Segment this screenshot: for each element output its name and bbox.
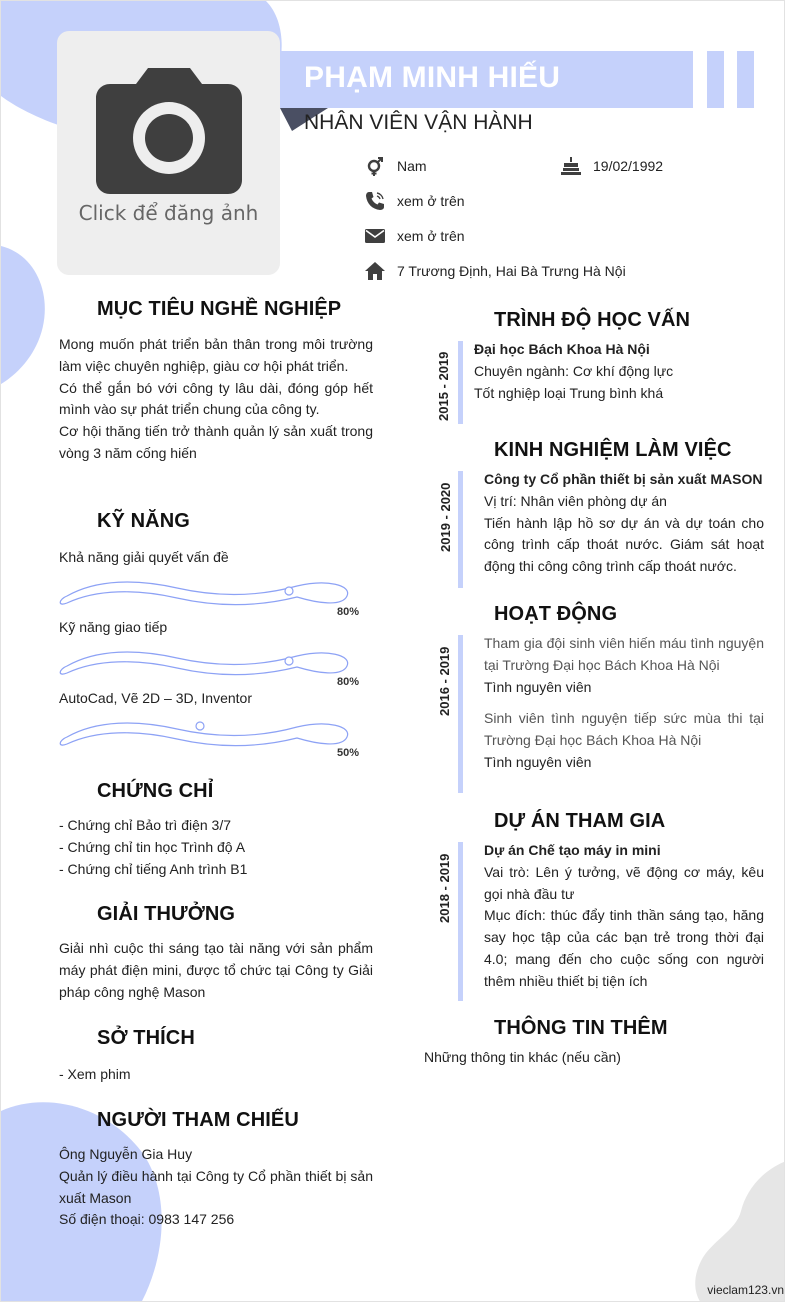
hobbies-heading: SỞ THÍCH xyxy=(97,1027,195,1049)
references-text xyxy=(59,1144,373,1231)
certificate-item: - Chứng chỉ tiếng Anh trình B1 xyxy=(59,860,248,877)
phone-icon xyxy=(365,191,385,211)
cake-icon xyxy=(561,156,581,176)
footer-brand: vieclam123.vn xyxy=(707,1283,784,1297)
skill-name-2: Kỹ năng giao tiếp xyxy=(59,619,168,635)
skill-percent-3: 50% xyxy=(337,747,360,759)
activities-timeline-bar xyxy=(458,635,463,793)
candidate-name: PHẠM MINH HIẾU xyxy=(304,61,561,94)
experience-details xyxy=(484,469,764,578)
reference-role: Quản lý điều hành tại Công ty Cổ phần thiết bị sản xuất Mason xyxy=(59,1167,373,1206)
education-major: Chuyên ngành: Cơ khí động lực xyxy=(474,362,674,379)
experience-description: Tiến hành lập hồ sơ dự án và dự toán cho công trình cấp thoát nước. Giám sát hoạt động thi công công trình cấp thoát nước. xyxy=(484,514,764,575)
address-row xyxy=(365,261,626,281)
email-value: xem ở trên xyxy=(397,228,465,244)
home-icon xyxy=(365,261,385,281)
skill-name-1: Khả năng giải quyết vấn đề xyxy=(59,549,229,565)
experience-company: Công ty Cổ phần thiết bị sản xuất MASON xyxy=(484,471,763,487)
reference-name: Ông Nguyễn Gia Huy xyxy=(59,1146,193,1162)
experience-timeline-bar xyxy=(458,471,463,588)
activity-description-2: Sinh viên tình nguyện tiếp sức mùa thi tại Trường Đại học Bách Khoa Hà Nội xyxy=(484,710,764,749)
education-period: 2015 - 2019 xyxy=(436,351,451,421)
extra-info-heading: THÔNG TIN THÊM xyxy=(494,1017,668,1039)
skill-percent-2: 80% xyxy=(337,676,360,688)
activity-description-1: Tham gia đội sinh viên hiến máu tình nguyện tại Trường Đại học Bách Khoa Hà Nội xyxy=(484,635,764,673)
mail-icon xyxy=(365,226,385,246)
certificates-list xyxy=(59,815,373,880)
hobby-item: - Xem phim xyxy=(59,1066,131,1082)
objective-text xyxy=(59,334,373,465)
activities-details xyxy=(484,633,764,774)
projects-period: 2018 - 2019 xyxy=(437,853,452,923)
skill-bar-3 xyxy=(57,718,357,752)
skill-bar-1 xyxy=(57,577,357,611)
objective-line-1: Mong muốn phát triển bản thân trong môi trường làm việc chuyên nghiệp, giàu cơ hội phát triển. xyxy=(59,336,373,374)
activities-period: 2016 - 2019 xyxy=(437,646,452,716)
blob-left-mid-decoration xyxy=(1,246,61,386)
objective-heading: MỤC TIÊU NGHỀ NGHIỆP xyxy=(97,298,342,320)
skills-heading: KỸ NĂNG xyxy=(97,510,190,532)
gender-value: Nam xyxy=(397,158,427,174)
project-role: Vai trò: Lên ý tưởng, vẽ động cơ máy, kêu gọi nhà đầu tư xyxy=(484,863,764,902)
birthday-value: 19/02/1992 xyxy=(593,158,664,174)
phone-value: xem ở trên xyxy=(397,193,465,209)
address-value: 7 Trương Định, Hai Bà Trưng Hà Nội xyxy=(397,263,626,279)
awards-text: Giải nhì cuộc thi sáng tạo tài năng với sản phẩm máy phát điện mini, được tổ chức tại Công ty Giải pháp công nghệ Mason xyxy=(59,940,373,1000)
job-title: NHÂN VIÊN VẬN HÀNH xyxy=(304,111,533,134)
skill-percent-1: 80% xyxy=(337,606,360,618)
blob-bottom-right-decoration xyxy=(691,1161,785,1302)
education-school: Đại học Bách Khoa Hà Nội xyxy=(474,341,650,357)
hobbies-list xyxy=(59,1064,373,1086)
photo-upload-label: Click để đăng ảnh xyxy=(78,201,259,225)
objective-line-3: Cơ hội thăng tiến trở thành quản lý sản xuất trong vòng 3 năm cống hiến xyxy=(59,423,373,461)
experience-period: 2019 - 2020 xyxy=(438,482,453,552)
education-grade: Tốt nghiệp loại Trung bình khá xyxy=(474,384,664,401)
camera-icon xyxy=(96,66,242,194)
projects-heading: DỰ ÁN THAM GIA xyxy=(494,810,666,832)
header-stripe-1 xyxy=(707,51,724,108)
phone-row xyxy=(365,191,465,211)
project-name: Dự án Chế tạo máy in mini xyxy=(484,842,661,858)
awards-heading: GIẢI THƯỞNG xyxy=(97,903,236,925)
skill-bar-2 xyxy=(57,647,357,681)
certificates-heading: CHỨNG CHỈ xyxy=(97,780,214,802)
activity-role-1: Tình nguyên viên xyxy=(484,678,592,695)
activity-role-2: Tình nguyên viên xyxy=(484,753,592,770)
extra-info-text: Những thông tin khác (nếu cần) xyxy=(424,1049,621,1065)
gender-row xyxy=(365,156,427,176)
projects-details xyxy=(484,840,764,993)
education-heading: TRÌNH ĐỘ HỌC VẤN xyxy=(494,309,691,331)
gender-icon xyxy=(365,156,385,176)
references-heading: NGƯỜI THAM CHIẾU xyxy=(97,1109,299,1131)
objective-line-2: Có thể gắn bó với công ty lâu dài, đóng góp hết mình vào sự phát triển chung của công ty. xyxy=(59,379,373,418)
certificate-item: - Chứng chỉ Bảo trì điện 3/7 xyxy=(59,817,232,833)
header-stripe-2 xyxy=(737,51,754,108)
certificate-item: - Chứng chỉ tin học Trình độ A xyxy=(59,838,246,855)
experience-heading: KINH NGHIỆM LÀM VIỆC xyxy=(494,439,732,461)
experience-position: Vị trí: Nhân viên phòng dự án xyxy=(484,492,667,509)
photo-upload-area[interactable] xyxy=(57,31,280,275)
reference-phone: Số điện thoại: 0983 147 256 xyxy=(59,1211,235,1228)
projects-timeline-bar xyxy=(458,842,463,1001)
email-row xyxy=(365,226,465,246)
skill-name-3: AutoCad, Vẽ 2D – 3D, Inventor xyxy=(59,690,252,706)
project-goal: Mục đích: thúc đẩy tinh thần sáng tạo, hăng say học tập của các bạn trẻ trong thời đại 4.0; mang đến cho cuộc sống con người thêm nhiều thiết bị tiện ích xyxy=(484,907,764,989)
education-timeline-bar xyxy=(458,341,463,424)
activities-heading: HOẠT ĐỘNG xyxy=(494,603,618,625)
education-details xyxy=(474,339,764,404)
birthday-row xyxy=(561,156,663,176)
